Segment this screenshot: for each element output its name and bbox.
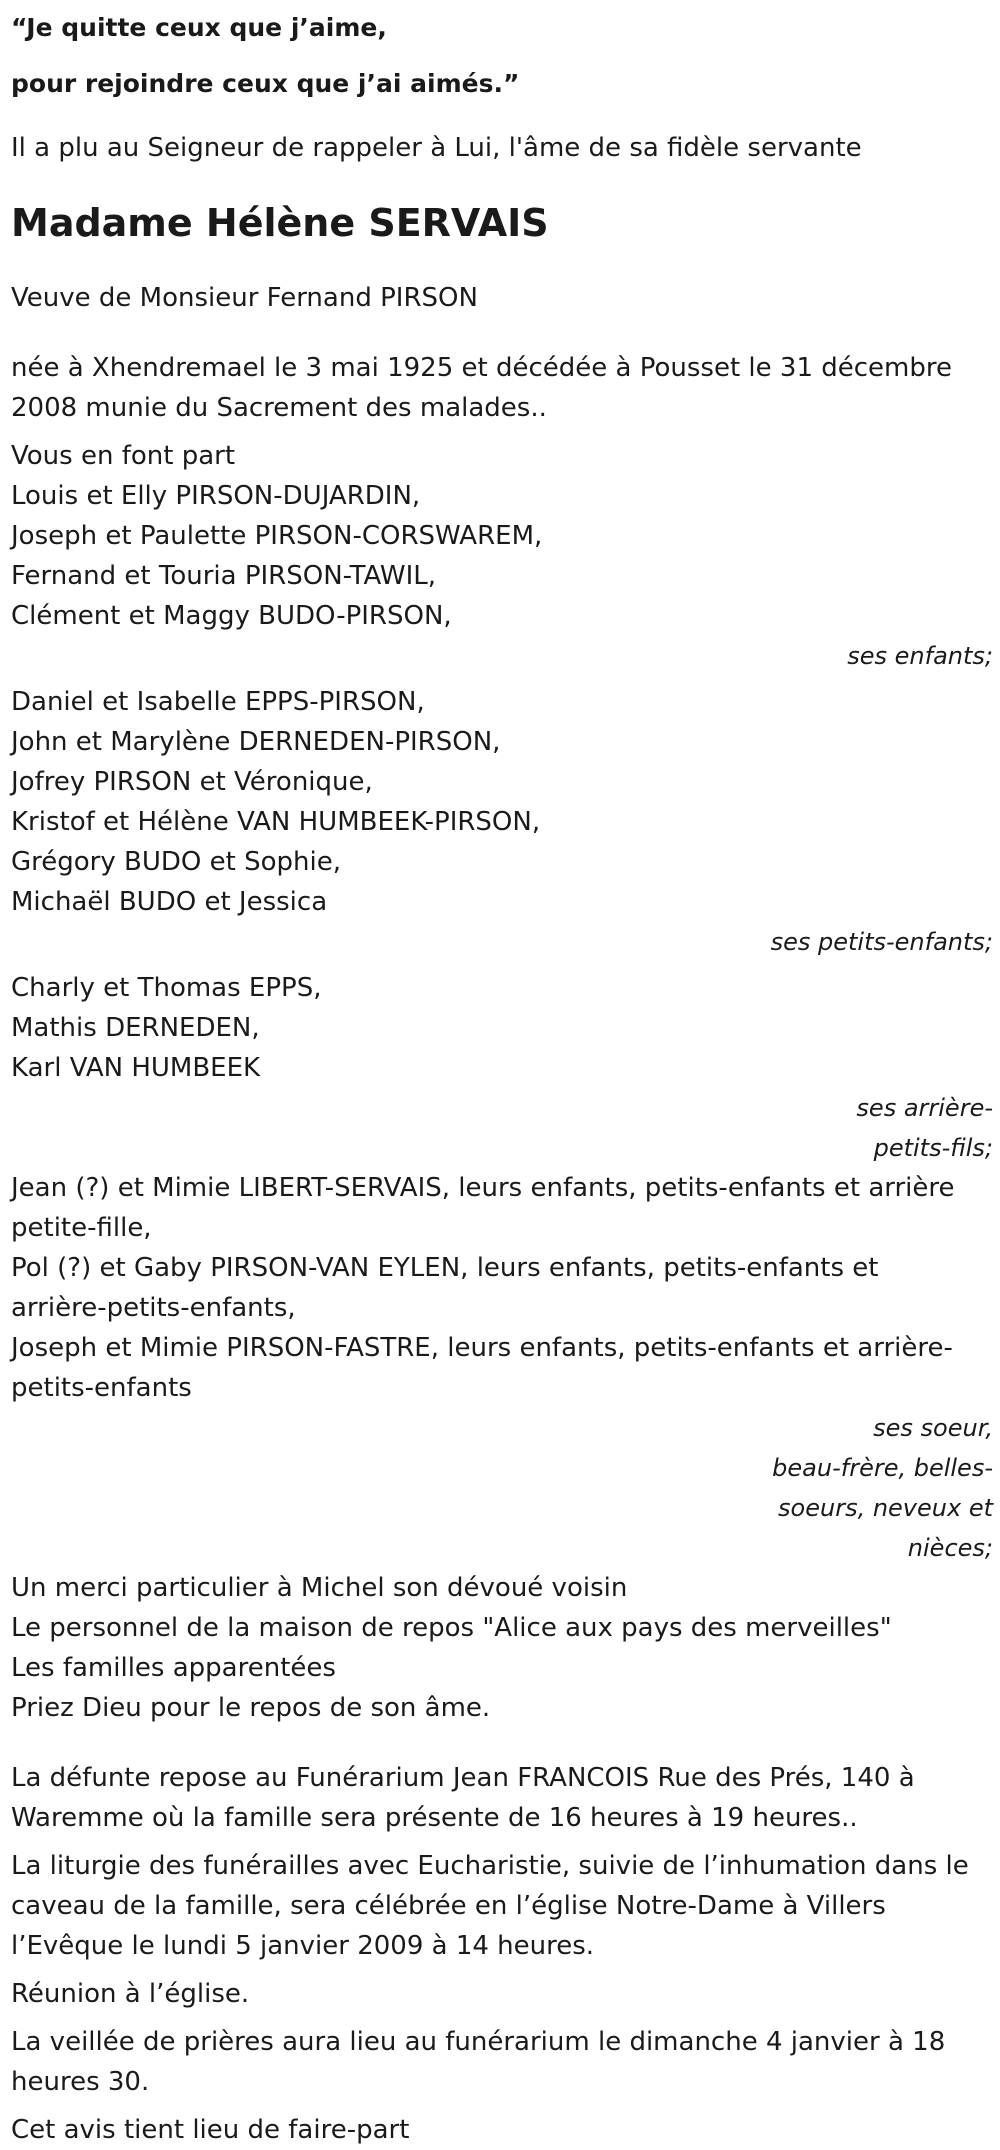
- role-line: beau-frère, belles-: [772, 1454, 993, 1482]
- list-item: Charly et Thomas EPPS,: [11, 973, 322, 1003]
- thanks-line: Les familles apparentées: [11, 1653, 336, 1683]
- funerarium-paragraph: [11, 1758, 996, 1838]
- list-item: Louis et Elly PIRSON-DUJARDIN,: [11, 481, 421, 511]
- list-item: arrière-petits-enfants,: [11, 1293, 296, 1323]
- role-line: ses arrière-: [856, 1094, 993, 1122]
- children-list: [11, 476, 996, 636]
- thanks-line: Le personnel de la maison de repos "Alice aux pays des merveilles": [11, 1613, 892, 1643]
- role-line: soeurs, neveux et: [778, 1494, 993, 1522]
- announcement-intro: Vous en font part: [11, 441, 236, 471]
- list-item: Joseph et Paulette PIRSON-CORSWAREM,: [11, 521, 543, 551]
- paragraph-line: heures 30.: [11, 2067, 150, 2097]
- paragraph-line: La veillée de prières aura lieu au funérarium le dimanche 4 janvier à 18: [11, 2027, 946, 2057]
- list-item: Mathis DERNEDEN,: [11, 1013, 260, 1043]
- liturgy-paragraph: [11, 1846, 996, 1966]
- intro-text: Il a plu au Seigneur de rappeler à Lui, l'âme de sa fidèle servante: [11, 133, 862, 163]
- grandchildren-role-label: ses petits-enfants;: [770, 928, 993, 956]
- list-item: Clément et Maggy BUDO-PIRSON,: [11, 601, 452, 631]
- paragraph-line: l’Evêque le lundi 5 janvier 2009 à 14 heures.: [11, 1931, 595, 1961]
- list-item: Karl VAN HUMBEEK: [11, 1053, 261, 1083]
- list-item: Joseph et Mimie PIRSON-FASTRE, leurs enfants, petits-enfants et arrière-: [11, 1333, 953, 1363]
- list-item: Michaël BUDO et Jessica: [11, 887, 328, 917]
- thanks-line: Un merci particulier à Michel son dévoué voisin: [11, 1573, 628, 1603]
- list-item: petite-fille,: [11, 1213, 152, 1243]
- list-item: Jofrey PIRSON et Véronique,: [11, 767, 373, 797]
- children-role-label: ses enfants;: [847, 642, 993, 670]
- quote-line: pour rejoindre ceux que j’ai aimés.”: [11, 69, 520, 98]
- role-line: petits-fils;: [873, 1134, 993, 1162]
- list-item: Daniel et Isabelle EPPS-PIRSON,: [11, 687, 425, 717]
- epigraph-quote: [11, 0, 996, 112]
- deceased-name: Madame Hélène SERVAIS: [11, 201, 549, 245]
- paragraph-line: caveau de la famille, sera célébrée en l’église Notre-Dame à Villers: [11, 1891, 886, 1921]
- siblings-list: [11, 1168, 996, 1408]
- role-line: nièces;: [907, 1534, 993, 1562]
- paragraph-line: née à Xhendremael le 3 mai 1925 et décédée à Pousset le 31 décembre: [11, 353, 952, 383]
- list-item: Grégory BUDO et Sophie,: [11, 847, 341, 877]
- list-item: John et Marylène DERNEDEN-PIRSON,: [11, 727, 501, 757]
- thanks-line: Priez Dieu pour le repos de son âme.: [11, 1693, 491, 1723]
- thanks-section: [11, 1568, 996, 1728]
- reunion-text: Réunion à l’église.: [11, 1979, 250, 2009]
- paragraph-line: La liturgie des funérailles avec Eucharistie, suivie de l’inhumation dans le: [11, 1851, 969, 1881]
- list-item: Kristof et Hélène VAN HUMBEEK-PIRSON,: [11, 807, 541, 837]
- great-grandchildren-list: [11, 968, 996, 1088]
- list-item: petits-enfants: [11, 1373, 192, 1403]
- paragraph-line: Waremme où la famille sera présente de 16 heures à 19 heures..: [11, 1803, 858, 1833]
- grandchildren-list: [11, 682, 996, 922]
- obituary-document: [11, 0, 996, 2150]
- list-item: Jean (?) et Mimie LIBERT-SERVAIS, leurs enfants, petits-enfants et arrière: [11, 1173, 955, 1203]
- birth-death-paragraph: [11, 348, 996, 428]
- list-item: Pol (?) et Gaby PIRSON-VAN EYLEN, leurs enfants, petits-enfants et: [11, 1253, 879, 1283]
- paragraph-line: La défunte repose au Funérarium Jean FRANCOIS Rue des Prés, 140 à: [11, 1763, 915, 1793]
- closing-text: Cet avis tient lieu de faire-part: [11, 2115, 410, 2145]
- role-line: ses soeur,: [873, 1414, 993, 1442]
- widow-of-text: Veuve de Monsieur Fernand PIRSON: [11, 283, 478, 313]
- quote-line: “Je quitte ceux que j’aime,: [11, 13, 387, 42]
- great-grandchildren-role-label: [11, 1088, 996, 1168]
- list-item: Fernand et Touria PIRSON-TAWIL,: [11, 561, 437, 591]
- siblings-role-label: [11, 1408, 996, 1568]
- vigil-paragraph: [11, 2022, 996, 2102]
- paragraph-line: 2008 munie du Sacrement des malades..: [11, 393, 547, 423]
